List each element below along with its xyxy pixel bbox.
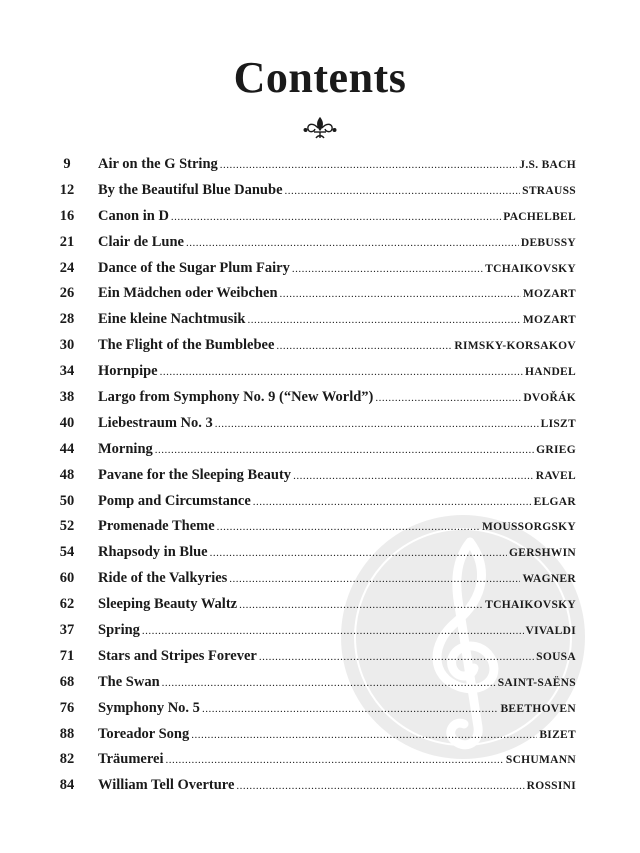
toc-entry [0, 281, 640, 307]
toc-piece-title: Dance of the Sugar Plum Fairy [98, 259, 290, 276]
toc-leader-dots [220, 159, 518, 171]
toc-composer: DVOŘÁK [523, 392, 576, 405]
toc-entry [0, 644, 640, 670]
toc-composer: GRIEG [536, 443, 576, 456]
toc-line [98, 182, 576, 199]
toc-leader-dots [292, 263, 483, 275]
toc-leader-dots [253, 496, 532, 508]
toc-page-number: 76 [59, 699, 75, 716]
toc-page-number: 12 [59, 181, 75, 198]
toc-entry [0, 256, 640, 282]
toc-line [98, 700, 576, 717]
toc-leader-dots [375, 392, 521, 404]
toc-page-number: 84 [59, 777, 75, 794]
toc-line [98, 389, 576, 406]
toc-leader-dots [259, 651, 534, 663]
toc-entry [0, 411, 640, 437]
toc-entry [0, 773, 640, 799]
toc-composer: ELGAR [533, 495, 576, 508]
toc-piece-title: Promenade Theme [98, 518, 215, 535]
toc-line [98, 622, 576, 639]
toc-leader-dots [202, 703, 499, 715]
toc-composer: TCHAIKOVSKY [485, 262, 576, 275]
toc-entry [0, 670, 640, 696]
toc-composer: LISZT [540, 417, 576, 430]
toc-page-number: 30 [59, 337, 75, 354]
toc-entry [0, 696, 640, 722]
toc-page-number: 38 [59, 389, 75, 406]
toc-entry [0, 514, 640, 540]
toc-line [98, 596, 576, 613]
toc-leader-dots [247, 314, 520, 326]
toc-composer: DEBUSSY [520, 236, 576, 249]
toc-page-number: 50 [59, 492, 75, 509]
toc-composer: HANDEL [524, 366, 576, 379]
toc-line [98, 518, 576, 535]
toc-composer: TCHAIKOVSKY [485, 599, 576, 612]
toc-piece-title: Pavane for the Sleeping Beauty [98, 466, 292, 483]
toc-line [98, 415, 576, 432]
toc-entry [0, 152, 640, 178]
toc-page-number: 24 [59, 259, 75, 276]
toc-piece-title: Stars and Stripes Forever [98, 647, 257, 664]
toc-page-number: 21 [59, 233, 75, 250]
toc-page-number: 37 [59, 622, 75, 639]
toc-line [98, 234, 576, 251]
toc-leader-dots [160, 366, 523, 378]
toc-composer: PACHELBEL [503, 210, 576, 223]
toc-page-number: 68 [59, 673, 75, 690]
toc-composer: SAINT-SAËNS [497, 676, 576, 689]
toc-line [98, 363, 576, 380]
toc-entry [0, 359, 640, 385]
toc-composer: J.S. BACH [519, 159, 576, 171]
toc-piece-title: Liebestraum No. 3 [98, 414, 213, 431]
toc-leader-dots [215, 418, 539, 430]
toc-page-number: 28 [59, 311, 75, 328]
toc-entry [0, 178, 640, 204]
toc-entry [0, 489, 640, 515]
toc-entry [0, 566, 640, 592]
toc-line [98, 337, 576, 354]
toc-piece-title: Clair de Lune [98, 233, 184, 250]
toc-piece-title: Hornpipe [98, 363, 158, 380]
toc-piece-title: Pomp and Circumstance [98, 492, 251, 509]
toc-piece-title: Sleeping Beauty Waltz [98, 596, 238, 613]
toc-piece-title: William Tell Overture [98, 777, 235, 794]
toc-composer: BEETHOVEN [500, 702, 576, 715]
toc-entry [0, 437, 640, 463]
toc-entry [0, 722, 640, 748]
toc-leader-dots [229, 573, 520, 585]
toc-leader-dots [210, 547, 507, 559]
toc-piece-title: Träumerei [98, 751, 164, 768]
toc-piece-title: Spring [98, 622, 140, 639]
toc-piece-title: Toreador Song [98, 725, 190, 742]
toc-piece-title: By the Beautiful Blue Danube [98, 181, 283, 198]
toc-line [98, 285, 576, 302]
toc-entry [0, 230, 640, 256]
contents-list [0, 152, 640, 799]
toc-leader-dots [285, 185, 521, 197]
toc-composer: RAVEL [535, 469, 576, 482]
page-title: Contents [233, 53, 407, 102]
toc-leader-dots [162, 677, 496, 689]
toc-line [98, 441, 576, 458]
toc-leader-dots [171, 211, 501, 223]
toc-composer: MOZART [522, 314, 576, 327]
toc-line [98, 260, 576, 277]
toc-composer: RIMSKY-KORSAKOV [454, 340, 576, 353]
toc-leader-dots [142, 625, 524, 637]
toc-page-number: 44 [59, 440, 75, 457]
toc-line [98, 674, 576, 691]
toc-page-number: 60 [59, 570, 75, 587]
toc-piece-title: Largo from Symphony No. 9 (“New World”) [98, 389, 374, 406]
toc-page-number: 82 [59, 751, 75, 768]
toc-page-number: 88 [59, 725, 75, 742]
toc-line [98, 570, 576, 587]
toc-piece-title: Rhapsody in Blue [98, 544, 208, 561]
toc-composer: VIVALDI [525, 625, 576, 638]
toc-leader-dots [280, 288, 521, 300]
toc-piece-title: Morning [98, 440, 153, 457]
toc-leader-dots [217, 521, 480, 533]
toc-leader-dots [191, 729, 537, 741]
toc-composer: SOUSA [536, 650, 576, 663]
toc-entry [0, 540, 640, 566]
toc-line [98, 544, 576, 561]
toc-composer: MOZART [522, 288, 576, 301]
toc-entry [0, 204, 640, 230]
toc-piece-title: Canon in D [98, 207, 169, 224]
toc-entry [0, 592, 640, 618]
toc-page-number: 48 [59, 466, 75, 483]
toc-leader-dots [293, 470, 534, 482]
toc-piece-title: The Swan [98, 673, 160, 690]
toc-leader-dots [186, 237, 519, 249]
toc-piece-title: Symphony No. 5 [98, 699, 200, 716]
toc-entry [0, 618, 640, 644]
toc-piece-title: Ein Mädchen oder Weibchen [98, 285, 278, 302]
toc-page-number: 71 [59, 647, 75, 664]
toc-page-number: 54 [59, 544, 75, 561]
toc-composer: ROSSINI [526, 780, 576, 793]
toc-page-number: 26 [59, 285, 75, 302]
toc-line [98, 726, 576, 743]
toc-line [98, 493, 576, 510]
toc-composer: BIZET [539, 728, 576, 741]
fleur-de-lis-icon [303, 116, 337, 140]
toc-composer: MOUSSORGSKY [481, 521, 576, 534]
toc-piece-title: Eine kleine Nachtmusik [98, 311, 246, 328]
toc-page-number: 34 [59, 363, 75, 380]
toc-piece-title: The Flight of the Bumblebee [98, 337, 275, 354]
toc-entry [0, 307, 640, 333]
toc-leader-dots [166, 754, 504, 766]
toc-line [98, 311, 576, 328]
toc-leader-dots [155, 444, 534, 456]
toc-piece-title: Ride of the Valkyries [98, 570, 228, 587]
toc-line [98, 208, 576, 225]
toc-composer: STRAUSS [522, 184, 576, 197]
toc-page-number: 52 [59, 518, 75, 535]
toc-composer: WAGNER [522, 573, 576, 586]
toc-leader-dots [276, 340, 452, 352]
toc-page-number: 16 [59, 207, 75, 224]
toc-line [98, 648, 576, 665]
toc-line [98, 467, 576, 484]
toc-entry [0, 463, 640, 489]
toc-page-number: 40 [59, 414, 75, 431]
toc-composer: GERSHWIN [509, 547, 576, 560]
toc-line [98, 751, 576, 768]
toc-entry [0, 385, 640, 411]
toc-entry [0, 333, 640, 359]
toc-leader-dots [239, 599, 483, 611]
toc-line [98, 777, 576, 794]
toc-page-number: 9 [63, 156, 71, 172]
toc-piece-title: Air on the G String [98, 156, 218, 172]
toc-entry [0, 747, 640, 773]
toc-line [98, 156, 576, 173]
toc-leader-dots [236, 780, 524, 792]
toc-page-number: 62 [59, 596, 75, 613]
toc-composer: SCHUMANN [505, 754, 576, 767]
